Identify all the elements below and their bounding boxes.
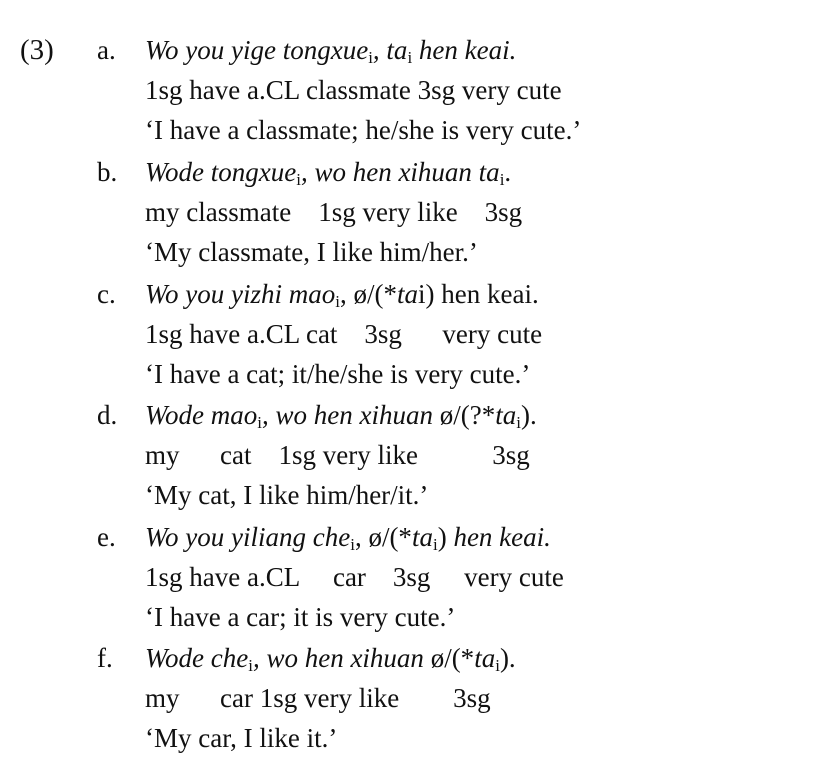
item-label: b. [97,157,118,187]
item-label: c. [97,279,116,309]
example-gloss: 1sg have a.CL car 3sg very cute [145,562,564,592]
example-sentence: Wode mao$_i$, wo hen xihuan $ø/(?*ta_i)$. [145,400,537,432]
example-gloss: my cat 1sg very like 3sg [145,440,530,470]
item-label: f. [97,643,113,673]
example-translation: ‘I have a classmate; he/she is very cute.’ [145,115,582,145]
example-gloss: my classmate 1sg very like 3sg [145,197,523,227]
example-number: (3) [20,34,54,66]
example-translation: ‘My car, I like it.’ [145,723,338,753]
item-label: e. [97,522,116,552]
example-sentence: Wo you yizhi mao$_i$, ø/(*tai) hen keai. [145,279,539,311]
example-sentence: Wo you yiliang che$_i$, $ø/(*ta_i)$ hen keai. [145,522,551,554]
example-sentence: Wode tongxue$_i$, wo hen xihuan $ta_i$. [145,157,512,189]
example-sentence: Wode che$_i$, wo hen xihuan $ø/(*ta_i)$. [145,643,516,675]
example-translation: ‘My cat, I like him/her/it.’ [145,480,429,510]
example-gloss: 1sg have a.CL classmate 3sg very cute [145,75,562,105]
example-translation: ‘My classmate, I like him/her.’ [145,237,478,267]
example-gloss: 1sg have a.CL cat 3sg very cute [145,319,543,349]
example-gloss: my car 1sg very like 3sg [145,683,491,713]
example-translation: ‘I have a car; it is very cute.’ [145,602,456,632]
item-label: d. [97,400,118,430]
example-translation: ‘I have a cat; it/he/she is very cute.’ [145,359,531,389]
example-sentence: Wo you yige tongxue$_i$, $ta_i$ hen keai. [145,35,517,67]
item-label: a. [97,35,116,65]
